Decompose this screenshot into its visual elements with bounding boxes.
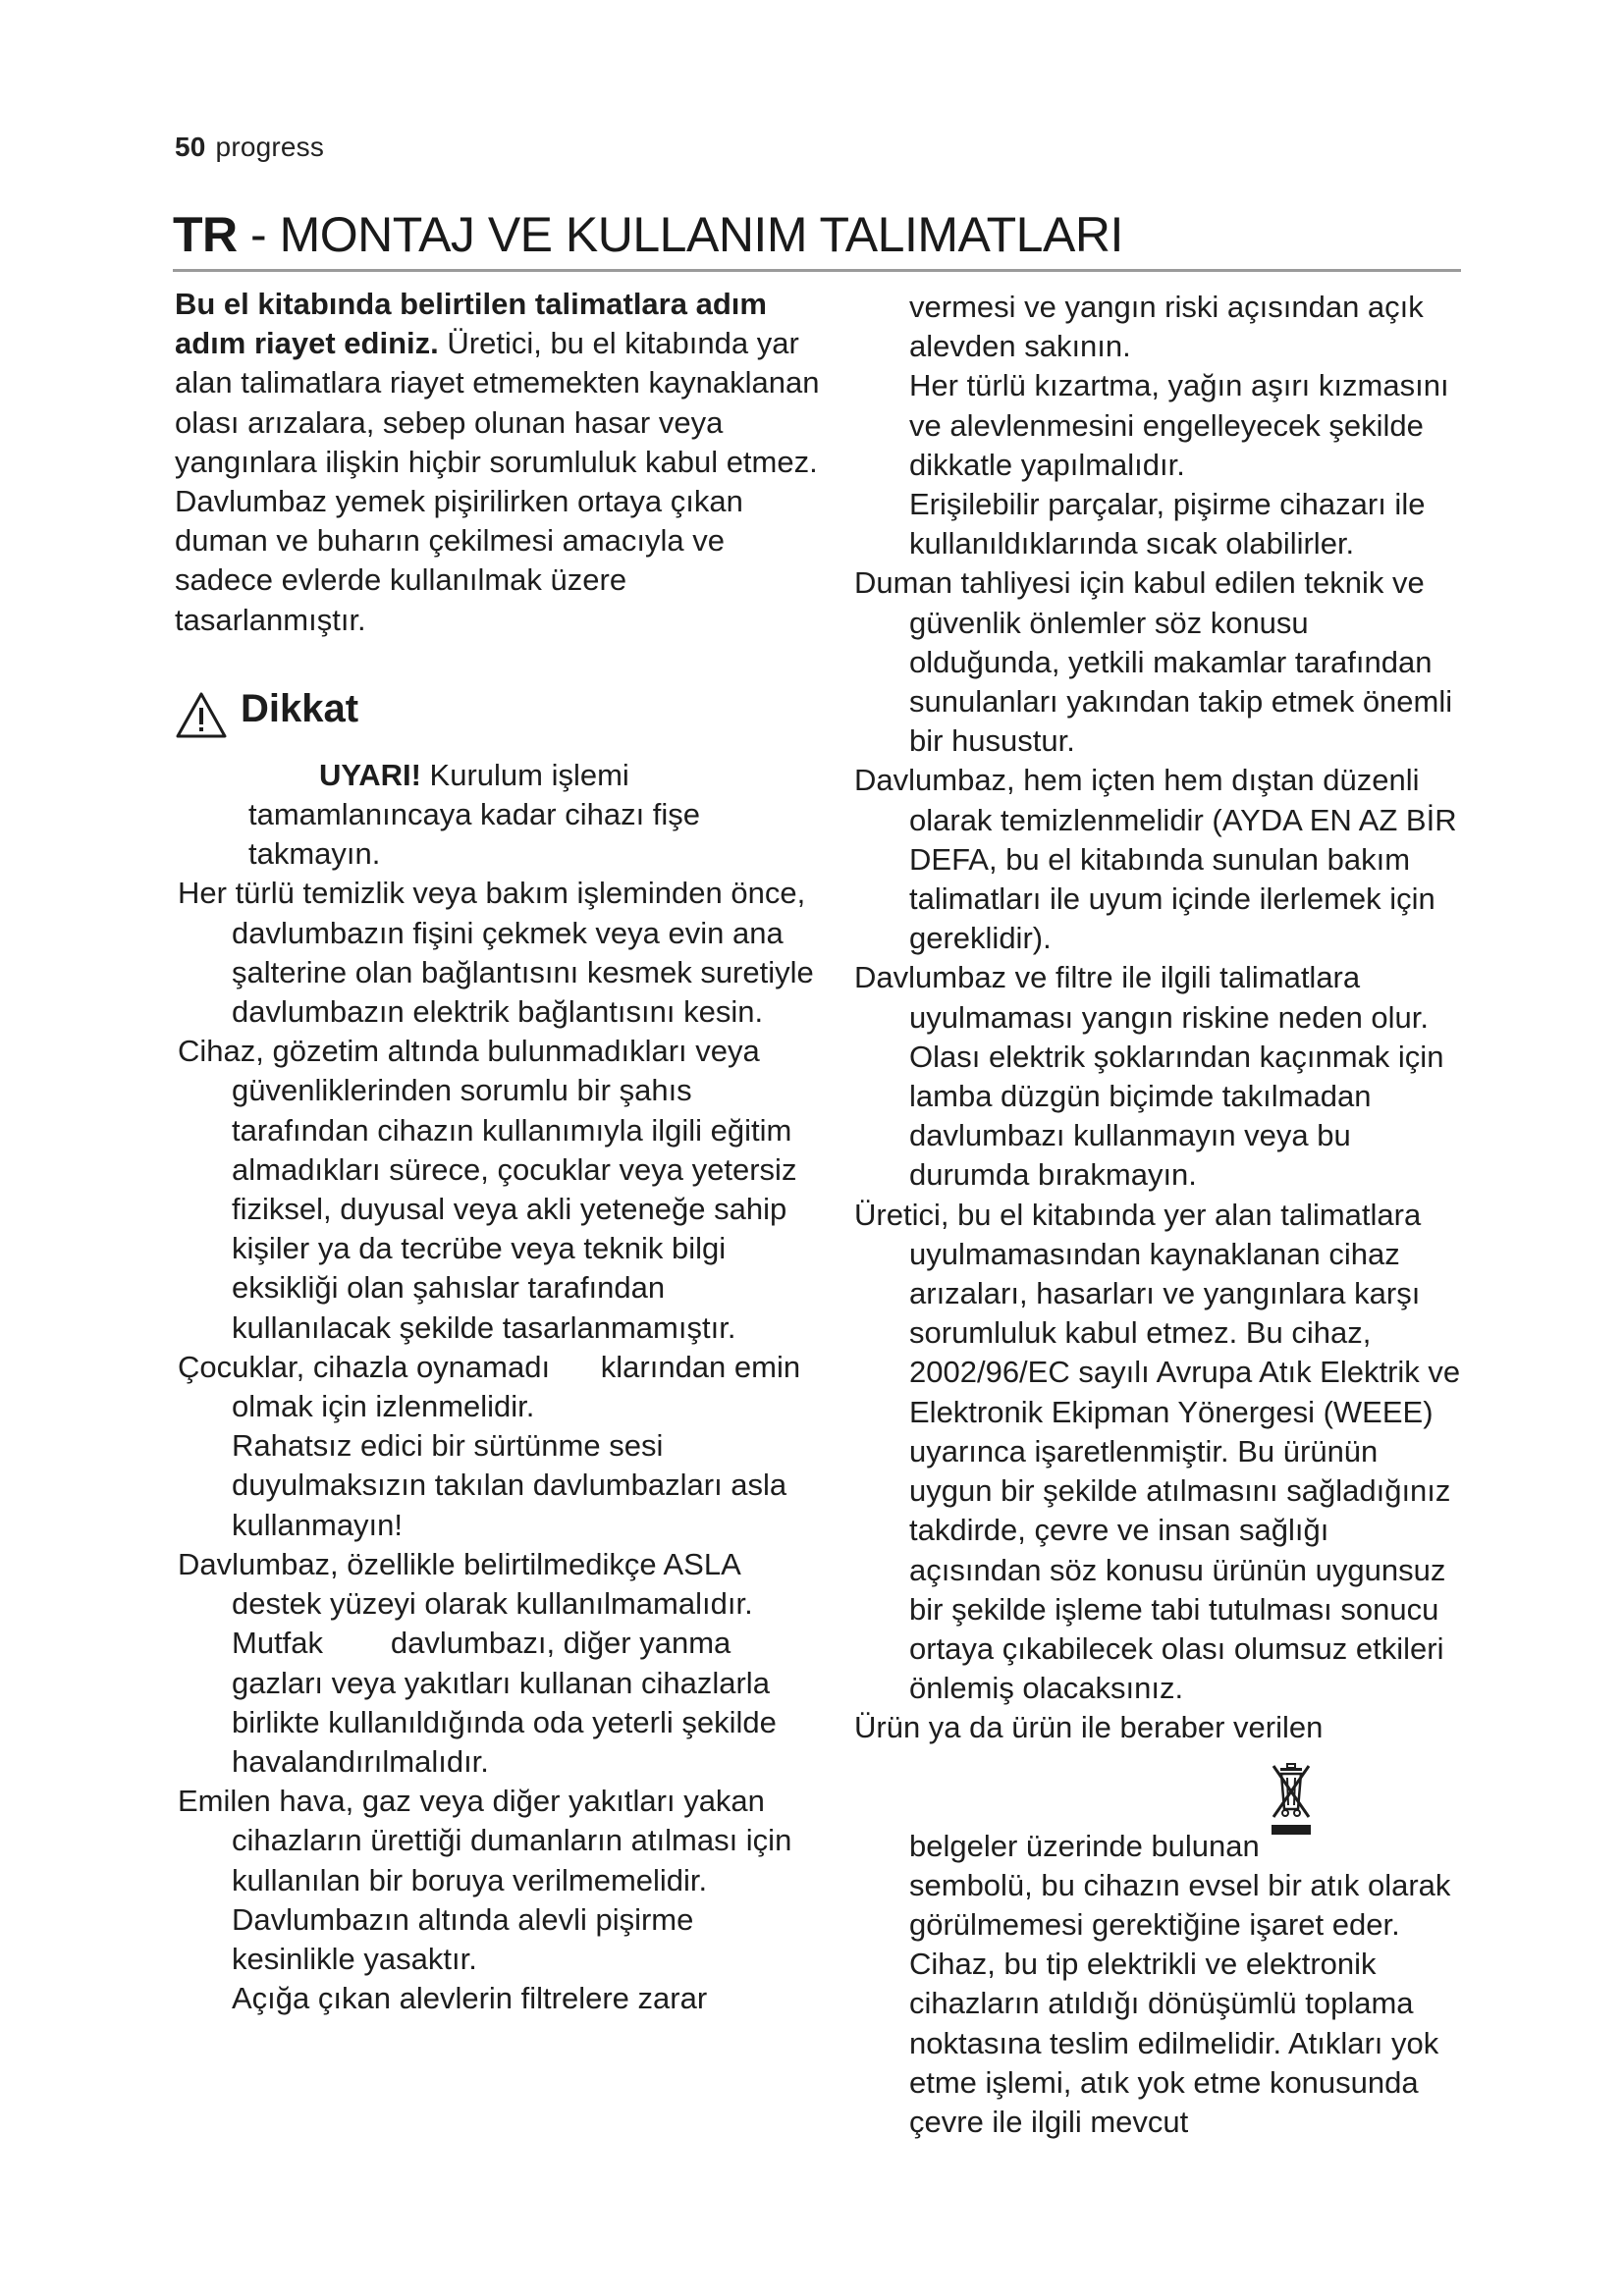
list-item: Davlumbaz, özellikle belirtilmedikçe ASLA destek yüzeyi olarak kullanılmamalıdır. [178,1546,753,1622]
list-continuation: Davlumbazın altında alevli pişirme kesinlikle yasaktır. [232,1901,694,1976]
warning-body: Kurulum işlemi tamamlanıncaya kadar cihazı fişe takmayın. [248,757,701,872]
intro-text: Üretici, bu el kitabında yar alan talimatlara riayet etmemekten kaynaklanan olası arızalara, sebep olunan hasar veya yangınlara ilişkin hiçbir sorumluluk kabul etmez. Davlumbaz yemek pişirilirken ortaya çıkan duman ve buharın çekilmesi amacıyla ve sadece evlerde kullanılmak üzere tasarlanmıştır. [175,326,820,637]
list-item: Cihaz, gözetim altında bulunmadıkları veya güvenliklerinden sorumlu bir şahıs tarafından cihazın kullanımıyla ilgili eğitim almadıkları sürece, çocuklar veya yetersiz fiziksel, duyusal veya akli yeteneğe sahip kişiler ya da tecrübe veya teknik bilgi eksikliği olan şahıslar tarafından kullanılacak şekilde tasarlanmamıştır. [178,1034,797,1345]
list-continuation: Rahatsız edici bir sürtünme sesi duyulmaksızın takılan davlumbazları asla kullanmayın! [232,1428,787,1542]
intro-bold: Bu el kitabında belirtilen talimatlara adım adım riayet ediniz. [175,287,767,361]
list-continuation: Erişilebilir parçalar, pişirme cihazarı ile kullanıldıklarında sıcak olabilirler. [909,487,1426,561]
title-divider [173,269,1461,272]
list-item: Emilen hava, gaz veya diğer yakıtları yakan cihazların ürettiği dumanların atılması için kullanılan bir boruya verilmemelidir. [178,1784,792,1897]
list-item: Davlumbaz, hem içten hem dıştan düzenli olarak temizlenmelidir (AYDA EN AZ BİR DEFA, bu el kitabında sunulan bakım talimatları ile uyum içinde ilerlemek için gereklidir). [854,763,1457,956]
list-continuation: vermesi ve yangın riski açısından açık alevden sakının. [909,290,1424,364]
page-header [175,132,324,163]
list-item: Davlumbaz ve filtre ile ilgili talimatlara uyulmaması yangın riskine neden olur. [854,960,1430,1035]
page-title [173,206,1123,263]
warning-title: Dikkat [241,686,359,730]
weee-line-text: belgeler üzerinde bulunan [909,1828,1260,1863]
warning-text [175,756,823,875]
language-code: TR [173,207,238,262]
list-item: Çocuklar, cihazla oynamadı klarından emin olmak için izlenmelidir. [178,1349,809,1424]
list-continuation: Mutfak davlumbazı, diğer yanma gazları veya yakıtları kullanan cihazlarla birlikte kullanıldığında oda yeterli şekilde havalandırılmalıdır. [232,1626,785,1779]
brand-name: progress [215,132,325,162]
list-continuation: Açığa çıkan alevlerin filtrelere zarar [232,1981,708,2016]
spacer [854,1748,1463,1788]
list-continuation: Her türlü kızartma, yağın aşırı kızmasını ve alevlenmesini engelleyecek şekilde dikkatle yapılmalıdır. [909,368,1449,482]
intro-paragraph [175,285,823,640]
list-item: Ürün ya da ürün ile beraber verilen [854,1710,1324,1745]
warning-label: UYARI! [319,757,421,792]
weee-line [854,1788,1463,1866]
page-number: 50 [175,132,206,162]
list-item: Duman tahliyesi için kabul edilen teknik ve güvenlik önlemler söz konusu olduğunda, yetkili makamlar tarafından sunulanları yakından takip etmek önemli bir husustur. [854,565,1453,759]
list-item: Üretici, bu el kitabında yer alan talimatlara uyulmamasından kaynaklanan cihaz arızaları, hasarları ve yangınlara karşı sorumluluk kabul etmez. Bu cihaz, 2002/96/EC sayılı Avrupa Atık Elektrik ve Elektronik Ekipman Yönergesi (WEEE) uyarınca işaretlenmiştir. Bu ürünün uygun bir şekilde atılmasını sağladığınız takdirde, çevre ve insan sağlığı açısından söz konusu ürünün uygunsuz bir şekilde işleme tabi tutulması sonucu ortaya çıkabilecek olası olumsuz etkileri önlemiş olacaksınız. [854,1197,1461,1706]
list-continuation: sembolü, bu cihazın evsel bir atık olarak görülmemesi gerektiğine işaret eder. Cihaz, bu tip elektrikli ve elektronik cihazların atıldığı dönüşümlü toplama noktasına teslim edilmelidir. Atıkları yok etme işlemi, atık yok etme konusunda çevre ile ilgili mevcut [909,1867,1451,2139]
warning-heading [175,686,823,738]
crossed-out-bin-icon [1268,1762,1315,1837]
title-text: - MONTAJ VE KULLANIM TALIMATLARI [237,207,1123,262]
left-column [175,285,823,2018]
right-column [854,288,1463,2142]
list-item: Her türlü temizlik veya bakım işleminden önce, davlumbazın fişini çekmek veya evin ana şalterine olan bağlantısını kesmek suretiyle davlumbazın elektrik bağlantısını kesin. [178,876,814,1030]
list-continuation: Olası elektrik şoklarından kaçınmak için lamba düzgün biçimde takılmadan davlumbazı kullanmayın veya bu durumda bırakmayın. [909,1039,1444,1193]
warning-triangle-icon [175,691,228,740]
